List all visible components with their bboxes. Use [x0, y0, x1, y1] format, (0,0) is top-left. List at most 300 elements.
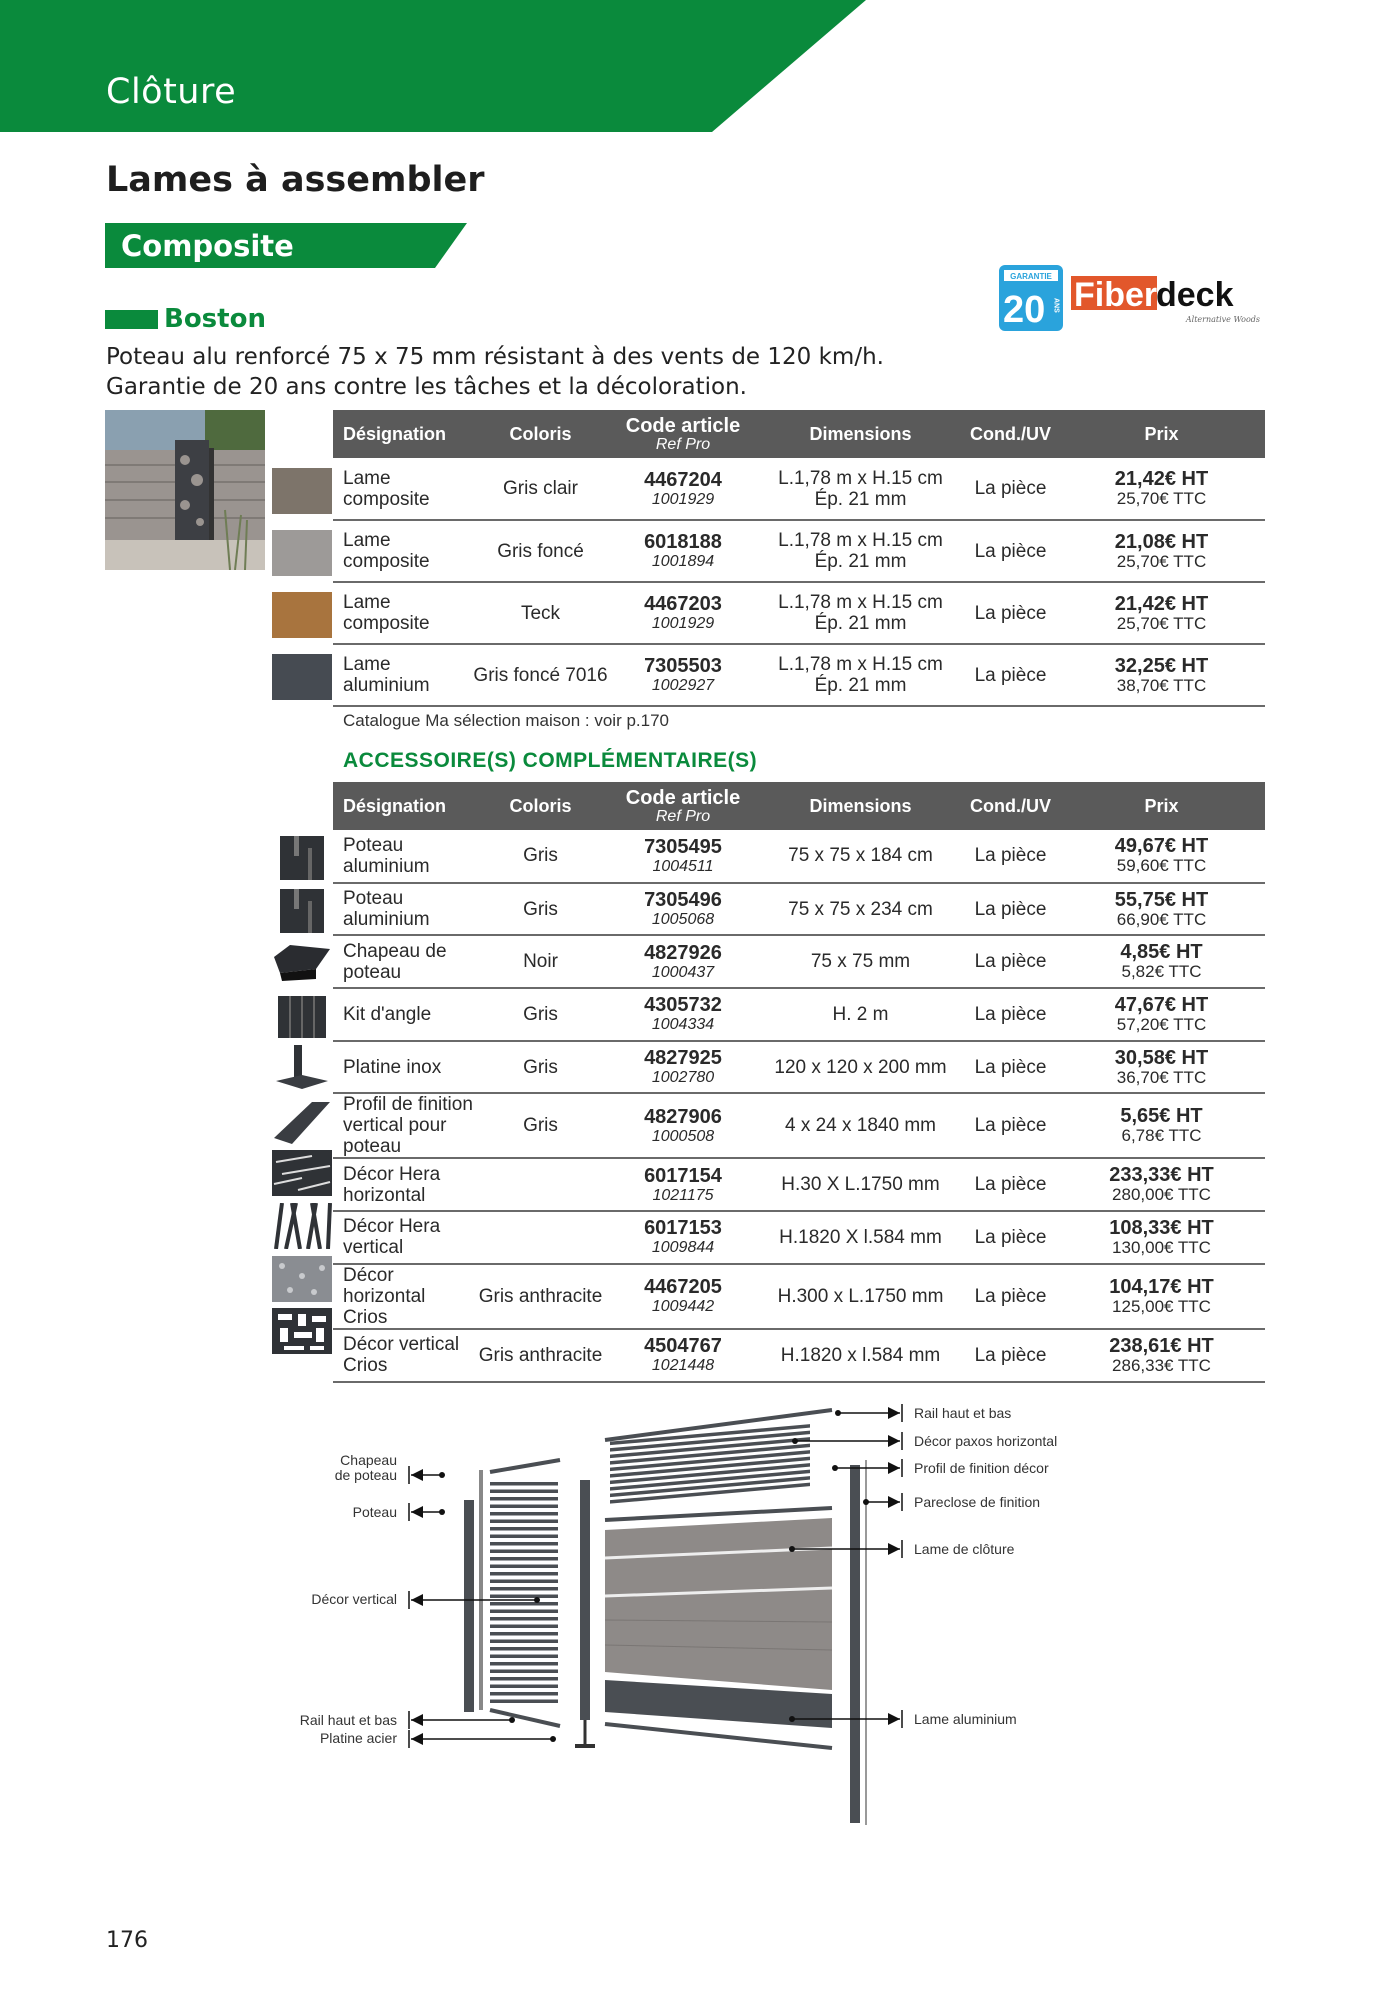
cond-cell	[963, 1093, 1058, 1158]
designation-cell	[333, 1264, 473, 1329]
decor-crios-vertical-icon	[272, 1308, 332, 1354]
decor-slat	[490, 1557, 558, 1561]
dimension-line: Ép. 21 mm	[814, 551, 907, 572]
ref-pro: 1005068	[651, 911, 715, 929]
decor-slat	[490, 1625, 558, 1629]
designation-cell	[333, 935, 473, 988]
designation: Décor Hera vertical	[343, 1216, 441, 1259]
dimension: 4 x 24 x 1840 mm	[784, 1115, 937, 1137]
col-code-sub: Ref Pro	[655, 808, 711, 825]
decor-slat	[490, 1482, 558, 1486]
color-swatch	[272, 592, 332, 638]
cond: La pièce	[974, 1285, 1047, 1307]
decor-slat	[490, 1595, 558, 1599]
article-code: 4504767	[644, 1335, 722, 1358]
dimension-line: Ép. 21 mm	[814, 613, 907, 634]
decor-slat	[490, 1580, 558, 1584]
ref-pro: 1004511	[652, 857, 714, 875]
article-code: 4467204	[644, 468, 722, 491]
decor-slat	[490, 1587, 558, 1591]
table-row	[333, 1041, 1265, 1094]
designation-cell	[333, 830, 473, 883]
price-cell	[1058, 883, 1265, 936]
dimension-line: L.1,78 m x H.15 cm	[778, 530, 943, 551]
price-ht: 47,67€ HT	[1114, 993, 1209, 1016]
coloris-cell	[473, 582, 608, 644]
dimensions-cell	[758, 520, 963, 582]
brand-part-b: deck	[1156, 276, 1234, 314]
cond-cell	[963, 1329, 1058, 1382]
accessories-table	[333, 782, 1265, 1383]
decor-slat	[490, 1610, 558, 1614]
designation: Profil de finition vertical pour poteau	[343, 1094, 473, 1158]
decor-crios-horizontal-icon	[272, 1256, 332, 1302]
coloris: Gris	[523, 1115, 558, 1137]
designation: Poteau aluminium	[343, 834, 430, 877]
dimension: 75 x 75 x 234 cm	[788, 898, 933, 920]
diagram-label: Poteau	[352, 1504, 397, 1520]
price-cell	[1058, 1211, 1265, 1264]
coloris-cell	[473, 1093, 608, 1158]
dimensions-cell	[758, 644, 963, 706]
page-title: Lames à assembler	[106, 160, 485, 200]
cond-cell	[963, 1264, 1058, 1329]
category-label: Composite	[121, 229, 294, 263]
cond: La pièce	[974, 1003, 1047, 1025]
price-cell	[1058, 1264, 1265, 1329]
article-code: 7305503	[644, 655, 722, 677]
page-number: 176	[106, 1928, 148, 1953]
cond: La pièce	[974, 898, 1047, 920]
designation: Lame aluminium	[343, 654, 430, 696]
leader-arrow	[409, 1591, 540, 1609]
cond: La pièce	[974, 1344, 1047, 1366]
cond-cell	[963, 458, 1058, 520]
decor-slat	[490, 1640, 558, 1644]
cond: La pièce	[974, 1226, 1047, 1248]
price-ttc: 66,90€ TTC	[1116, 909, 1207, 929]
coloris-cell	[473, 520, 608, 582]
ref-pro: 1000437	[651, 963, 715, 981]
dimension: H.300 x L.1750 mm	[777, 1285, 944, 1307]
dimension-line: Ép. 21 mm	[814, 488, 907, 510]
price-ht: 21,42€ HT	[1114, 468, 1209, 490]
designation-cell	[333, 988, 473, 1041]
table-row	[333, 1093, 1265, 1158]
designation: Décor vertical Crios	[343, 1334, 460, 1377]
ref-pro: 1021175	[652, 1186, 714, 1204]
price-ttc: 125,00€ TTC	[1112, 1296, 1211, 1316]
price-ht: 233,33€ HT	[1109, 1164, 1214, 1187]
col-coloris: Coloris	[473, 410, 608, 458]
decor-slat	[490, 1505, 558, 1509]
dimension: H.1820 x l.584 mm	[780, 1344, 941, 1366]
product-description-line: Poteau alu renforcé 75 x 75 mm résistant à des vents de 120 km/h.	[106, 344, 884, 370]
decor-slat	[490, 1632, 558, 1636]
cond-cell	[963, 1041, 1058, 1094]
dimension: 120 x 120 x 200 mm	[774, 1056, 947, 1078]
dimension: 75 x 75 x 184 cm	[788, 845, 933, 867]
product-description-line: Garantie de 20 ans contre les tâches et la décoloration.	[106, 374, 747, 400]
leader-arrow	[409, 1466, 445, 1484]
diagram-label: Lame aluminium	[914, 1711, 1017, 1727]
table-row	[333, 1211, 1265, 1264]
coloris: Gris foncé	[497, 540, 584, 562]
price-cell	[1058, 1093, 1265, 1158]
coloris-cell	[473, 883, 608, 936]
coloris-cell	[473, 1211, 608, 1264]
table-row	[333, 883, 1265, 936]
dimension-line: L.1,78 m x H.15 cm	[778, 467, 943, 489]
price-ttc: 36,70€ TTC	[1116, 1067, 1207, 1087]
ref-pro: 1000508	[651, 1127, 715, 1145]
price-ttc: 25,70€ TTC	[1116, 551, 1207, 571]
coloris-cell	[473, 458, 608, 520]
cond-cell	[963, 883, 1058, 936]
designation-cell	[333, 1211, 473, 1264]
col-code-label: Code article	[625, 787, 741, 809]
price-cell	[1058, 644, 1265, 706]
brand-part-a: Fiber	[1074, 276, 1158, 314]
dimension-line: Ép. 21 mm	[814, 675, 907, 696]
decor-hera-vertical-icon	[272, 1203, 332, 1249]
decor-slat	[490, 1670, 558, 1674]
cond-cell	[963, 830, 1058, 883]
header-band	[0, 0, 1391, 132]
color-swatch	[272, 654, 332, 700]
col-coloris: Coloris	[473, 782, 608, 830]
designation: Décor horizontal Crios	[343, 1264, 426, 1328]
col-code	[608, 782, 758, 830]
price-cell	[1058, 458, 1265, 520]
article-code: 4305732	[644, 994, 722, 1017]
cond: La pièce	[974, 540, 1047, 562]
code-cell	[608, 1041, 758, 1094]
dimensions-cell	[758, 883, 963, 936]
ref-pro: 1002780	[651, 1069, 715, 1087]
coloris: Noir	[523, 951, 558, 973]
table-row	[333, 1329, 1265, 1382]
article-code: 6018188	[644, 531, 722, 553]
col-code-label: Code article	[625, 415, 741, 437]
cond: La pièce	[974, 602, 1047, 624]
code-cell	[608, 935, 758, 988]
coloris-cell	[473, 1329, 608, 1382]
post-icon	[272, 887, 332, 933]
decor-hera-horizontal-icon	[272, 1150, 332, 1196]
guarantee-label: GARANTIE	[1010, 272, 1052, 281]
col-code	[608, 410, 758, 458]
designation-cell	[333, 883, 473, 936]
article-code: 4467205	[644, 1276, 722, 1299]
cond: La pièce	[974, 478, 1047, 499]
cond-cell	[963, 988, 1058, 1041]
article-code: 4827926	[644, 941, 722, 964]
designation-cell	[333, 1158, 473, 1211]
price-cell	[1058, 520, 1265, 582]
dimension: H.1820 X l.584 mm	[779, 1226, 942, 1248]
article-code: 4467203	[644, 593, 722, 615]
designation: Lame composite	[343, 530, 430, 572]
accessories-title: ACCESSOIRE(S) COMPLÉMENTAIRE(S)	[343, 749, 758, 772]
lames-table	[333, 410, 1265, 707]
code-cell	[608, 520, 758, 582]
coloris: Gris	[523, 1056, 558, 1078]
designation-cell	[333, 582, 473, 644]
decor-slat	[490, 1700, 558, 1704]
cond-cell	[963, 1211, 1058, 1264]
dimensions-cell	[758, 1329, 963, 1382]
designation: Platine inox	[343, 1056, 442, 1078]
coloris-cell	[473, 1158, 608, 1211]
price-cell	[1058, 988, 1265, 1041]
coloris: Gris	[523, 898, 558, 920]
coloris: Teck	[520, 602, 561, 624]
coloris: Gris foncé 7016	[473, 664, 608, 686]
post-icon	[272, 834, 332, 880]
price-ht: 21,42€ HT	[1114, 592, 1209, 615]
ref-pro: 1002927	[651, 677, 715, 694]
leader-arrow	[863, 1493, 902, 1511]
col-code-sub: Ref Pro	[655, 436, 711, 453]
coloris-cell	[473, 830, 608, 883]
finishing-profile-icon	[272, 1098, 332, 1144]
dimension: H.30 X L.1750 mm	[781, 1174, 940, 1196]
price-ht: 21,08€ HT	[1114, 530, 1209, 553]
designation: Poteau aluminium	[343, 888, 430, 931]
coloris: Gris	[523, 845, 558, 867]
diagram-label: Pareclose de finition	[914, 1494, 1041, 1510]
leader-arrow	[835, 1404, 902, 1422]
table-row	[333, 988, 1265, 1041]
ref-pro: 1009844	[651, 1239, 715, 1257]
product-name: Boston	[164, 304, 266, 334]
decor-slat	[490, 1655, 558, 1659]
section-title: Clôture	[106, 72, 237, 112]
color-swatch	[272, 530, 332, 576]
coloris-cell	[473, 644, 608, 706]
dimensions-cell	[758, 1264, 963, 1329]
code-cell	[608, 1093, 758, 1158]
decor-slat	[490, 1535, 558, 1539]
designation-cell	[333, 1093, 473, 1158]
code-cell	[608, 1329, 758, 1382]
article-code: 6017154	[644, 1164, 722, 1187]
cond: La pièce	[974, 664, 1047, 686]
code-cell	[608, 1211, 758, 1264]
article-code: 6017153	[644, 1217, 722, 1240]
dimension: 75 x 75 mm	[810, 951, 911, 973]
col-designation: Désignation	[333, 782, 473, 830]
col-dimensions: Dimensions	[758, 782, 963, 830]
code-cell	[608, 1264, 758, 1329]
dimension: H. 2 m	[832, 1003, 889, 1025]
dimensions-cell	[758, 830, 963, 883]
catalogue-note: Catalogue Ma sélection maison : voir p.170	[343, 711, 670, 730]
col-prix: Prix	[1058, 782, 1265, 830]
dimensions-cell	[758, 1211, 963, 1264]
decor-slat	[490, 1542, 558, 1546]
designation-cell	[333, 1329, 473, 1382]
price-ttc: 280,00€ TTC	[1112, 1185, 1211, 1205]
col-dimensions: Dimensions	[758, 410, 963, 458]
table-row	[333, 458, 1265, 520]
table-row	[333, 1264, 1265, 1329]
coloris-cell	[473, 988, 608, 1041]
price-ht: 108,33€ HT	[1109, 1216, 1214, 1239]
price-ttc: 25,70€ TTC	[1116, 489, 1207, 508]
price-cell	[1058, 830, 1265, 883]
brand-tagline: Alternative Woods	[1185, 315, 1260, 324]
price-cell	[1058, 1329, 1265, 1382]
diagram-label: Décor paxos horizontal	[914, 1433, 1058, 1449]
decor-slat	[490, 1647, 558, 1651]
decor-slat	[490, 1602, 558, 1606]
cond-cell	[963, 935, 1058, 988]
price-ht: 55,75€ HT	[1114, 888, 1209, 911]
price-ttc: 286,33€ TTC	[1112, 1355, 1211, 1375]
diagram-label: Rail haut et bas	[299, 1712, 397, 1728]
dimension-line: L.1,78 m x H.15 cm	[778, 592, 943, 613]
dimensions-cell	[758, 582, 963, 644]
product-photo	[105, 410, 265, 570]
coloris: Gris anthracite	[478, 1344, 603, 1366]
decor-slat	[490, 1512, 558, 1516]
corner-kit-icon	[272, 992, 332, 1038]
coloris-cell	[473, 1264, 608, 1329]
designation-cell	[333, 644, 473, 706]
article-code: 7305495	[644, 835, 722, 858]
fence-assembly-diagram	[0, 1380, 1391, 1840]
dimensions-cell	[758, 1093, 963, 1158]
designation: Décor Hera horizontal	[343, 1163, 441, 1206]
cond: La pièce	[974, 845, 1047, 867]
price-cell	[1058, 935, 1265, 988]
cond: La pièce	[974, 951, 1047, 973]
post-cap-icon	[272, 939, 332, 985]
price-ttc: 5,82€ TTC	[1121, 962, 1202, 982]
coloris-cell	[473, 1041, 608, 1094]
designation: Kit d'angle	[343, 1003, 432, 1025]
price-ttc: 25,70€ TTC	[1116, 613, 1207, 633]
price-ht: 32,25€ HT	[1114, 654, 1209, 677]
diagram-label: Platine acier	[319, 1730, 397, 1746]
price-cell	[1058, 582, 1265, 644]
dimension-line: L.1,78 m x H.15 cm	[778, 654, 943, 675]
ref-pro: 1004334	[651, 1016, 715, 1034]
fence-drawing	[464, 1410, 866, 1825]
coloris: Gris	[523, 1003, 558, 1025]
ref-pro: 1001929	[651, 615, 715, 632]
col-prix: Prix	[1058, 410, 1265, 458]
ref-pro: 1021448	[651, 1357, 715, 1375]
price-ttc: 6,78€ TTC	[1121, 1126, 1202, 1146]
code-cell	[608, 458, 758, 520]
col-cond: Cond./UV	[963, 782, 1058, 830]
decor-slat	[490, 1677, 558, 1681]
price-ttc: 59,60€ TTC	[1116, 856, 1207, 876]
decor-slat	[490, 1692, 558, 1696]
ref-pro: 1001929	[651, 490, 715, 508]
diagram-label: Décor vertical	[311, 1591, 397, 1607]
price-ht: 238,61€ HT	[1109, 1334, 1214, 1357]
cond-cell	[963, 1158, 1058, 1211]
leader-arrow	[409, 1730, 556, 1748]
decor-slat	[490, 1490, 558, 1494]
table-row	[333, 830, 1265, 883]
table-row	[333, 644, 1265, 706]
col-designation: Désignation	[333, 410, 473, 458]
designation: Lame composite	[343, 467, 430, 510]
leader-arrow	[409, 1503, 445, 1521]
dimensions-cell	[758, 1158, 963, 1211]
col-cond: Cond./UV	[963, 410, 1058, 458]
code-cell	[608, 830, 758, 883]
article-code: 4827906	[644, 1105, 722, 1128]
guarantee-unit: ANS	[1052, 298, 1060, 313]
designation-cell	[333, 520, 473, 582]
decor-slat	[490, 1572, 558, 1576]
color-swatch	[272, 468, 332, 514]
decor-slat	[490, 1617, 558, 1621]
cond: La pièce	[974, 1115, 1047, 1137]
ref-pro: 1001894	[651, 553, 715, 570]
decor-slat	[490, 1662, 558, 1666]
diagram-label: Lame de clôture	[914, 1541, 1015, 1557]
fiberdeck-logo	[998, 264, 1268, 332]
cond-cell	[963, 644, 1058, 706]
decor-slat	[490, 1527, 558, 1531]
code-cell	[608, 582, 758, 644]
price-ttc: 57,20€ TTC	[1116, 1014, 1207, 1034]
dimensions-cell	[758, 1041, 963, 1094]
article-code: 7305496	[644, 889, 722, 912]
leader-arrow	[792, 1432, 902, 1450]
designation-cell	[333, 1041, 473, 1094]
price-ht: 49,67€ HT	[1114, 835, 1209, 858]
price-ht: 4,85€ HT	[1120, 941, 1203, 964]
price-ht: 30,58€ HT	[1114, 1046, 1209, 1069]
price-cell	[1058, 1158, 1265, 1211]
coloris: Gris anthracite	[478, 1285, 603, 1307]
code-cell	[608, 1158, 758, 1211]
cond-cell	[963, 520, 1058, 582]
price-ttc: 38,70€ TTC	[1116, 675, 1207, 695]
price-cell	[1058, 1041, 1265, 1094]
base-plate-icon	[272, 1045, 332, 1091]
coloris-cell	[473, 935, 608, 988]
table-row	[333, 582, 1265, 644]
decor-slat	[490, 1497, 558, 1501]
cond: La pièce	[974, 1056, 1047, 1078]
code-cell	[608, 883, 758, 936]
price-ht: 104,17€ HT	[1109, 1275, 1214, 1298]
product-marker	[105, 310, 158, 329]
coloris: Gris clair	[503, 478, 578, 499]
dimensions-cell	[758, 935, 963, 988]
code-cell	[608, 644, 758, 706]
designation: Lame composite	[343, 592, 430, 634]
table-row	[333, 520, 1265, 582]
diagram-label: Profil de finition décor	[914, 1460, 1049, 1476]
decor-slat	[490, 1685, 558, 1689]
decor-slat	[490, 1520, 558, 1524]
dimensions-cell	[758, 988, 963, 1041]
table-row	[333, 935, 1265, 988]
diagram-label: Chapeau	[340, 1452, 397, 1468]
cond: La pièce	[974, 1174, 1047, 1196]
article-code: 4827925	[644, 1047, 722, 1070]
